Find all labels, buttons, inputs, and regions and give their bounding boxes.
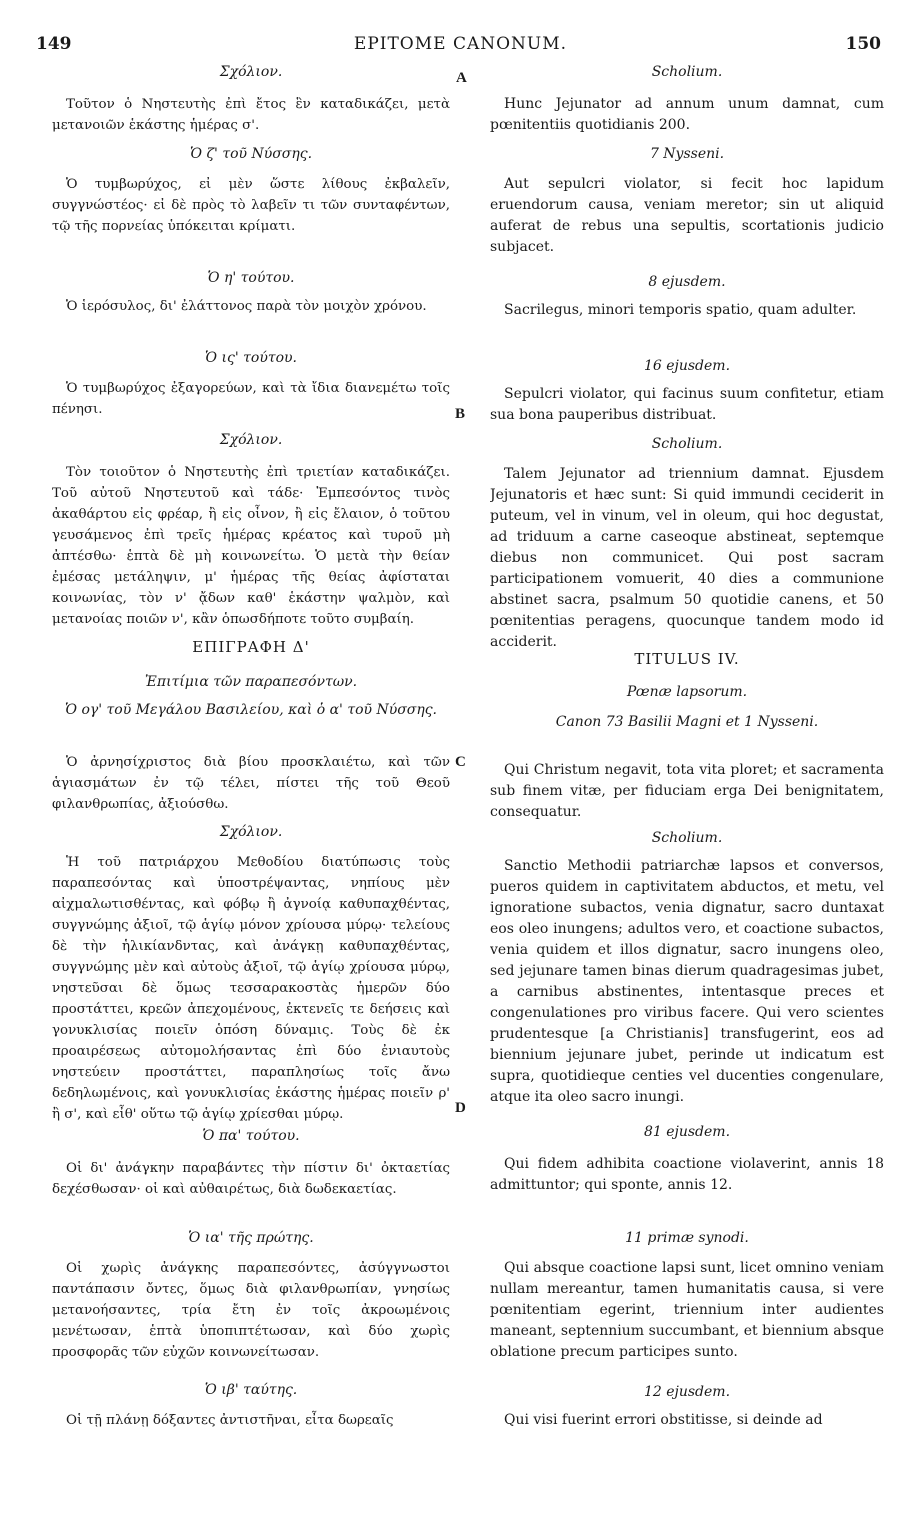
heading: Scholium. <box>651 830 723 846</box>
paragraph: Aut sepulcri violator, si fecit hoc lapidum eruendorum causa, veniam meretor; sin ut aliquid auferat de rebus una sepultis, scortationis judicio subjacet. <box>490 176 884 255</box>
greek-column <box>52 64 450 1534</box>
heading: Pœnæ lapsorum. <box>626 684 748 700</box>
page-header <box>0 30 921 60</box>
heading: 7 Nysseni. <box>649 146 725 162</box>
margin-marker-d: D <box>455 1100 466 1116</box>
heading: Σχόλιον. <box>219 64 283 80</box>
paragraph: Ὁ τυμβωρύχος, εἰ μὲν ὥστε λίθους ἐκβαλεῖν, συγγνώστέος· εἰ δὲ πρὸς τὸ λαβεῖν τι τῶν συνταφέντων, τῷ τῆς πορνείας ὑπόκειται κρίματι. <box>52 177 450 234</box>
paragraph: Qui absque coactione lapsi sunt, licet omnino veniam nullam mereantur, tamen humanitatis causa, si vere pœnitentiam egerint, triennium inter audientes maneant, septennium succumbant, et biennium absque oblatione precum participes sunto. <box>490 1260 884 1360</box>
paragraph: Ἡ τοῦ πατριάρχου Μεθοδίου διατύπωσις τοὺς παραπεσόντας καὶ ὑποστρέψαντας, νηπίους μὲν αἰχμαλωτισθέντας, καὶ φόβῳ ἢ ἀγνοίᾳ καθυπαχθέντας, συγγνώμης ἀξιοῖ, τῷ ἁγίῳ μόνον χρίουσα μύρῳ· τελείους δὲ τὴν ἡλικίανδντας, καὶ ἀνάγκῃ καθυπαχθέντας, συγγνώμης μὲν καὶ αὐτοὺς ἀξιοῖ, τῷ ἁγίῳ χρίουσα μύρῳ, νηστεῦσαι δὲ ὅμως τεσσαρακοστὰς ἡμερῶν δύο προστάττει, κρεῶν ἀπεχομένους, ἐκτενεῖς τε δεήσεις καὶ γονυκλισίας ποιεῖν ὁπόση δύναμις. Τοὺς δὲ ἐκ προαιρέσεως αὐτομολήσαντας ἐπὶ δύο ἐνιαυτοὺς νηστεύειν προστάττει, παραπλησίως τοῖς ἄνω δεδηλωμένοις, καὶ γονυκλισίας ἑκάστης ἡμέρας ποιεῖν ρ' ἢ σ', καὶ εἶθ' οὕτω τῷ ἁγίῳ χρίεσθαι μύρῳ. <box>52 855 450 1122</box>
paragraph: Qui Christum negavit, tota vita ploret; et sacramenta sub finem vitæ, per fiduciam erga Dei benignitatem, consequatur. <box>490 762 884 820</box>
heading: Ὁ ια' τῆς πρώτης. <box>188 1230 314 1246</box>
paragraph: Τὸν τοιοῦτον ὁ Νηστευτὴς ἐπὶ τριετίαν καταδικάζει. Τοῦ αὐτοῦ Νηστευτοῦ καὶ τάδε· Ἐμπεσόντος τινὸς ἀκαθάρτου εἰς φρέαρ, ἢ εἰς οἶνον, ἢ εἰς ἔλαιον, ὁ τοῦτου γευσάμενος ἐπὶ τρεῖς ἡμέρας κρέατος καὶ τυροῦ μὴ ἀπτέσθω· ἑπτὰ δὲ μὴ κοινωνείτω. Ὁ μετὰ τὴν θείαν ἐμέσας μετάληψιν, μ' ἡμέρας τῆς θείας ἀφίσταται κοινωνίας, τὸν ν' ᾄδων καθ' ἑκάστην ψαλμὸν, καὶ μετανοίας ποιῶν ν', κἂν ὁπωσδήποτε τοῦτο συμβαίη. <box>52 465 450 627</box>
paragraph: Ὁ τυμβωρύχος ἐξαγορεύων, καὶ τὰ ἴδια διανεμέτω τοῖς πένησι. <box>52 381 450 417</box>
latin-column <box>490 64 884 1534</box>
heading: Ὁ ιβ' ταύτης. <box>204 1382 298 1398</box>
paragraph: Οἱ τῇ πλάνῃ δόξαντες ἀντιστῆναι, εἶτα δωρεαῖς <box>66 1413 394 1428</box>
heading: 8 ejusdem. <box>648 274 726 290</box>
heading: Scholium. <box>651 436 723 452</box>
heading: Ὁ ζ' τοῦ Νύσσης. <box>189 146 313 162</box>
heading: 16 ejusdem. <box>643 358 731 374</box>
paragraph: Qui visi fuerint errori obstitisse, si deinde ad <box>504 1412 823 1428</box>
page-number-right: 150 <box>845 34 881 54</box>
heading: Scholium. <box>651 64 723 80</box>
heading: Ἐπιτίμια τῶν παραπεσόντων. <box>144 674 358 690</box>
heading: 11 primæ synodi. <box>625 1230 749 1246</box>
paragraph: Qui fidem adhibita coactione violaverint, annis 18 admittuntor; qui sponte, annis 12. <box>490 1156 884 1193</box>
paragraph: Ὁ ἱερόσυλος, δι' ἐλάττονος παρὰ τὸν μοιχὸν χρόνου. <box>66 299 427 314</box>
heading: Σχόλιον. <box>219 824 283 840</box>
section-title: TITULUS IV. <box>634 650 740 668</box>
margin-marker-c: C <box>455 754 466 770</box>
paragraph: Οἱ δι' ἀνάγκην παραβάντες τὴν πίστιν δι' ὀκταετίας δεχέσθωσαν· οἱ καὶ αὐθαιρέτως, διὰ δωδεκαετίας. <box>52 1161 450 1197</box>
heading: 12 ejusdem. <box>643 1384 731 1400</box>
paragraph: Sacrilegus, minori temporis spatio, quam adulter. <box>504 302 857 318</box>
heading: Ὁ ις' τούτου. <box>205 350 297 366</box>
heading: 81 ejusdem. <box>643 1124 731 1140</box>
paragraph: Sepulcri violator, qui facinus suum confitetur, etiam sua bona pauperibus distribuat. <box>490 386 884 423</box>
heading: Ὁ πα' τούτου. <box>202 1128 300 1144</box>
heading: Ὁ η' τούτου. <box>207 270 295 286</box>
paragraph: Ὁ ἀρνησίχριστος διὰ βίου προσκλαιέτω, καὶ τῶν ἁγιασμάτων ἐν τῷ τέλει, πίστει τῆς τοῦ Θεοῦ φιλανθρωπίας, ἀξιούσθω. <box>52 755 450 812</box>
heading: Σχόλιον. <box>219 432 283 448</box>
paragraph: Οἱ χωρὶς ἀνάγκης παραπεσόντες, ἀσύγγνωστοι παντάπασιν ὄντες, ὅμως διὰ φιλανθρωπίαν, γνησίως μετανοήσαντες, τρία ἔτη ἐν τοῖς ἀκροωμένοις μενέτωσαν, ἑπτὰ ὑποπιπτέτωσαν, καὶ δύο χωρὶς προσφορᾶς τῶν εὐχῶν κοινωνείτωσαν. <box>52 1261 450 1360</box>
margin-marker-b: B <box>455 406 466 422</box>
paragraph: Τοῦτον ὁ Νηστευτὴς ἐπὶ ἔτος ἓν καταδικάζει, μετὰ μετανοιῶν ἑκάστης ἡμέρας σ'. <box>52 97 450 133</box>
running-title: EPITOME CANONUM. <box>353 34 568 54</box>
paragraph: Talem Jejunator ad triennium damnat. Ejusdem Jejunatoris et hæc sunt: Si quid immundi ceciderit in puteum, vel in vinum, vel in oleum, qui hoc degustat, ad triduum a carne caseoque abstineat, septemque diebus non communicet. Qui post sacram participationem vomuerit, 40 dies a communione abstinet sacra, psalmum 50 quotidie canens, et 50 pœnitentias peragens, quocunque tandem modo id acciderit. <box>490 466 884 650</box>
margin-marker-a: A <box>456 70 467 86</box>
heading: Ὁ ογ' τοῦ Μεγάλου Βασιλείου, καὶ ὁ α' τοῦ Νύσσης. <box>64 702 438 718</box>
page-number-left: 149 <box>36 34 72 54</box>
paragraph: Hunc Jejunator ad annum unum damnat, cum pœnitentiis quotidianis 200. <box>490 96 884 133</box>
paragraph: Sanctio Methodii patriarchæ lapsos et conversos, pueros quidem in captivitatem abductos, et metu, vel ignoratione subactos, venia dignatur, sacro duntaxat eos oleo inungens; adultos vero, et coactione subactos, venia quidem et illos dignatur, sacro inungens oleo, sed jejunare tamen binas dierum quadragesimas jubet, a carnibus abstinentes, intentasque preces et congenulationes pro viribus facere. Qui vero scientes prudentesque [a Christianis] transfugerint, eos ad biennium jejunare jubet, perinde ut indicatum est supra, quotidieque centies vel ducenties congenulare, atque ita oleo sacro inungi. <box>490 858 884 1105</box>
section-title: ΕΠΙΓΡΑΦΗ Δ' <box>192 638 310 656</box>
heading: Canon 73 Basilii Magni et 1 Nysseni. <box>555 714 819 730</box>
